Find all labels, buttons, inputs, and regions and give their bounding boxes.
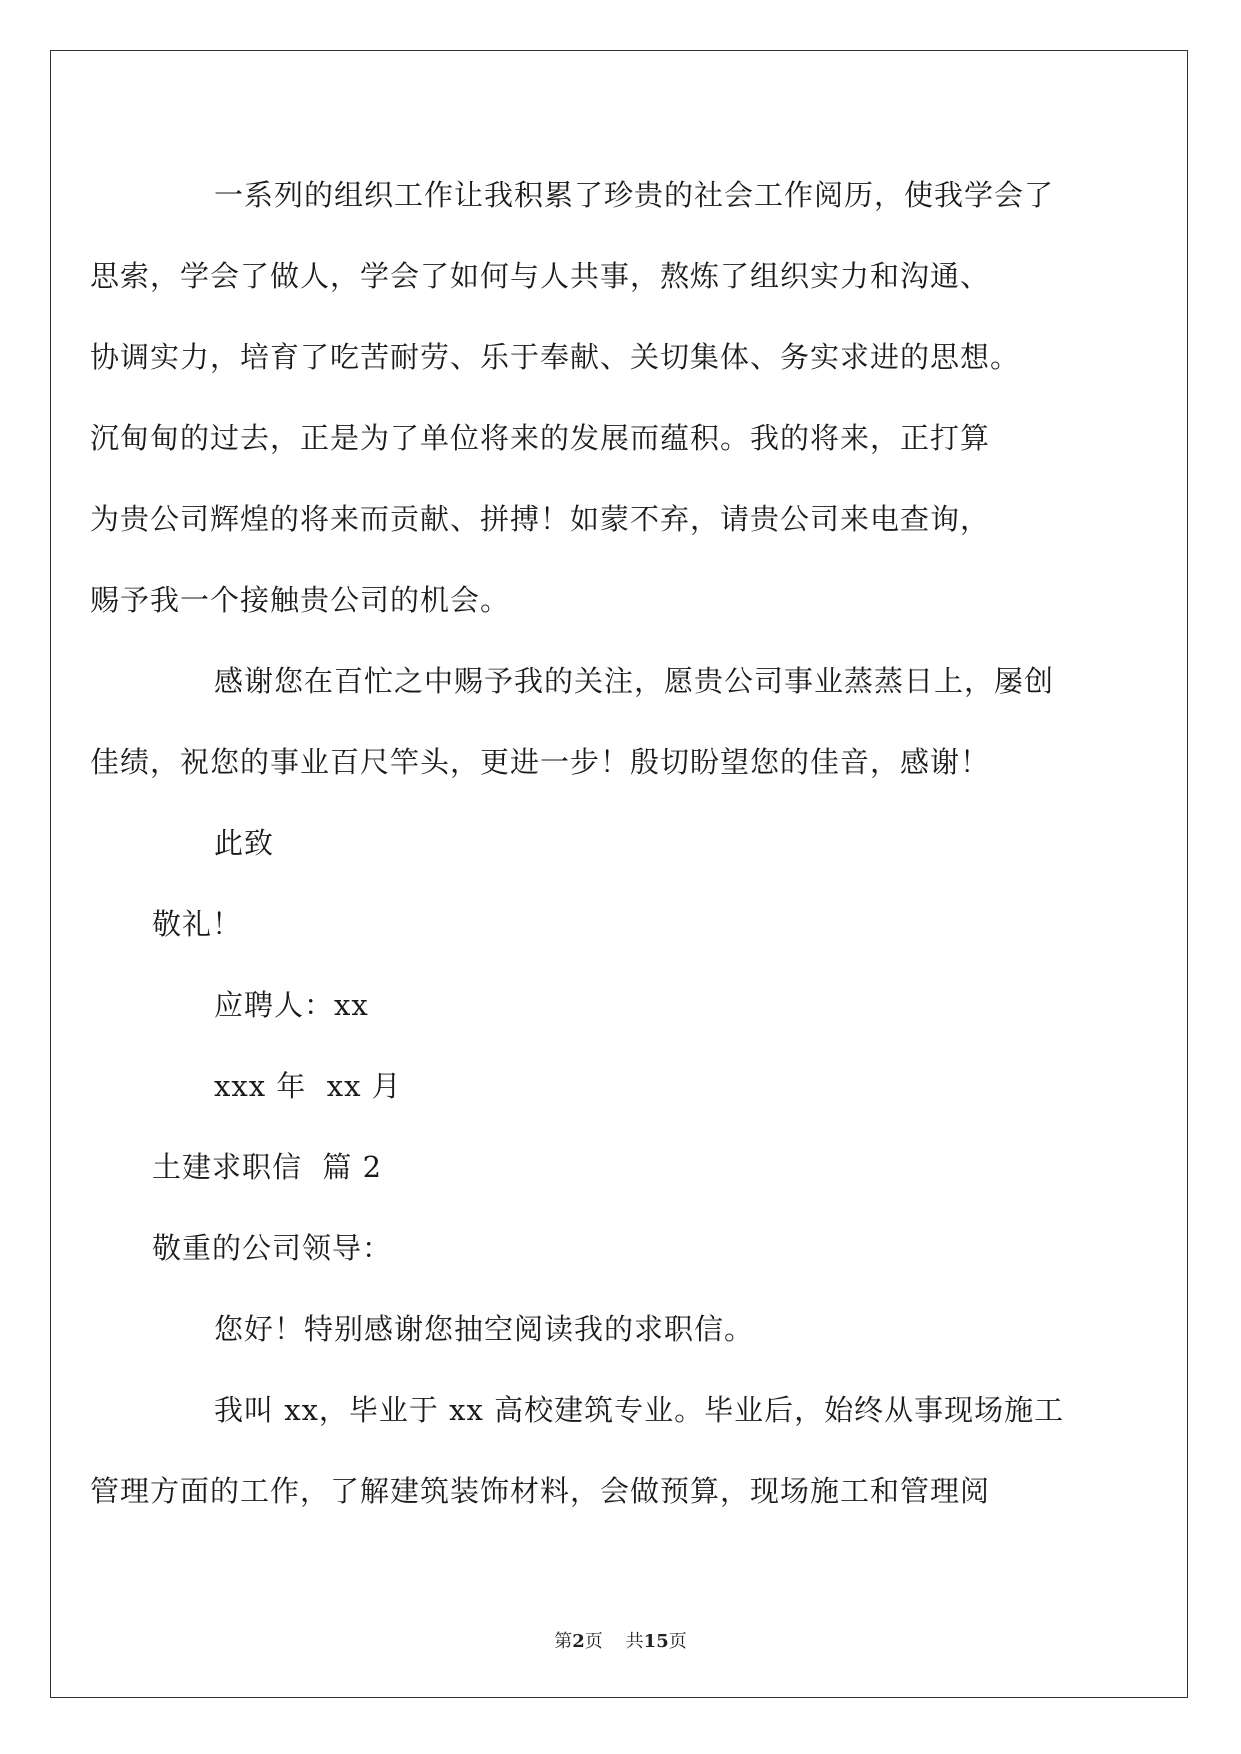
- text-line: 为贵公司辉煌的将来而贡献、拼搏！如蒙不弃，请贵公司来电查询，: [90, 502, 991, 536]
- closing-salute: 敬礼！: [152, 907, 243, 941]
- footer-total-suffix: 页: [668, 1631, 687, 1652]
- text-line: 一系列的组织工作让我积累了珍贵的社会工作阅历，使我学会了: [214, 178, 1055, 212]
- applicant-signature: 应聘人：xx: [214, 988, 369, 1022]
- closing-greeting: 此致: [214, 826, 275, 860]
- paragraph: [90, 641, 1112, 803]
- text-line: 管理方面的工作，了解建筑装饰材料，会做预算，现场施工和管理阅: [90, 1474, 991, 1508]
- paragraph: [90, 155, 1112, 641]
- text-line: 佳绩，祝您的事业百尺竿头，更进一步！殷切盼望您的佳音，感谢！: [90, 745, 991, 779]
- total-pages: 15: [643, 1631, 669, 1652]
- letter-date: xxx 年 xx 月: [214, 1069, 402, 1103]
- text-line: 沉甸甸的过去，正是为了单位将来的发展而蕴积。我的将来，正打算: [90, 421, 991, 455]
- paragraph: [90, 1370, 1112, 1532]
- text-line: 思索，学会了做人，学会了如何与人共事，熬炼了组织实力和沟通、: [90, 259, 991, 293]
- text-line: 协调实力，培育了吃苦耐劳、乐于奉献、关切集体、务实求进的思想。: [90, 340, 1021, 374]
- footer-total-prefix: 共: [625, 1631, 644, 1652]
- opening-line: 您好！特别感谢您抽空阅读我的求职信。: [214, 1312, 755, 1346]
- page-footer: [0, 1627, 1241, 1653]
- footer-prefix: 第: [554, 1631, 573, 1652]
- text-line: 赐予我一个接触贵公司的机会。: [90, 583, 511, 617]
- document-body: [90, 155, 1112, 1532]
- text-line: 感谢您在百忙之中赐予我的关注，愿贵公司事业蒸蒸日上，屡创: [214, 664, 1055, 698]
- salutation: 敬重的公司领导：: [152, 1231, 393, 1265]
- page-number: 2: [572, 1631, 585, 1652]
- section-title: 土建求职信 篇 2: [152, 1150, 383, 1184]
- text-line: 我叫 xx，毕业于 xx 高校建筑专业。毕业后，始终从事现场施工: [214, 1393, 1065, 1427]
- footer-page-suffix: 页: [584, 1631, 603, 1652]
